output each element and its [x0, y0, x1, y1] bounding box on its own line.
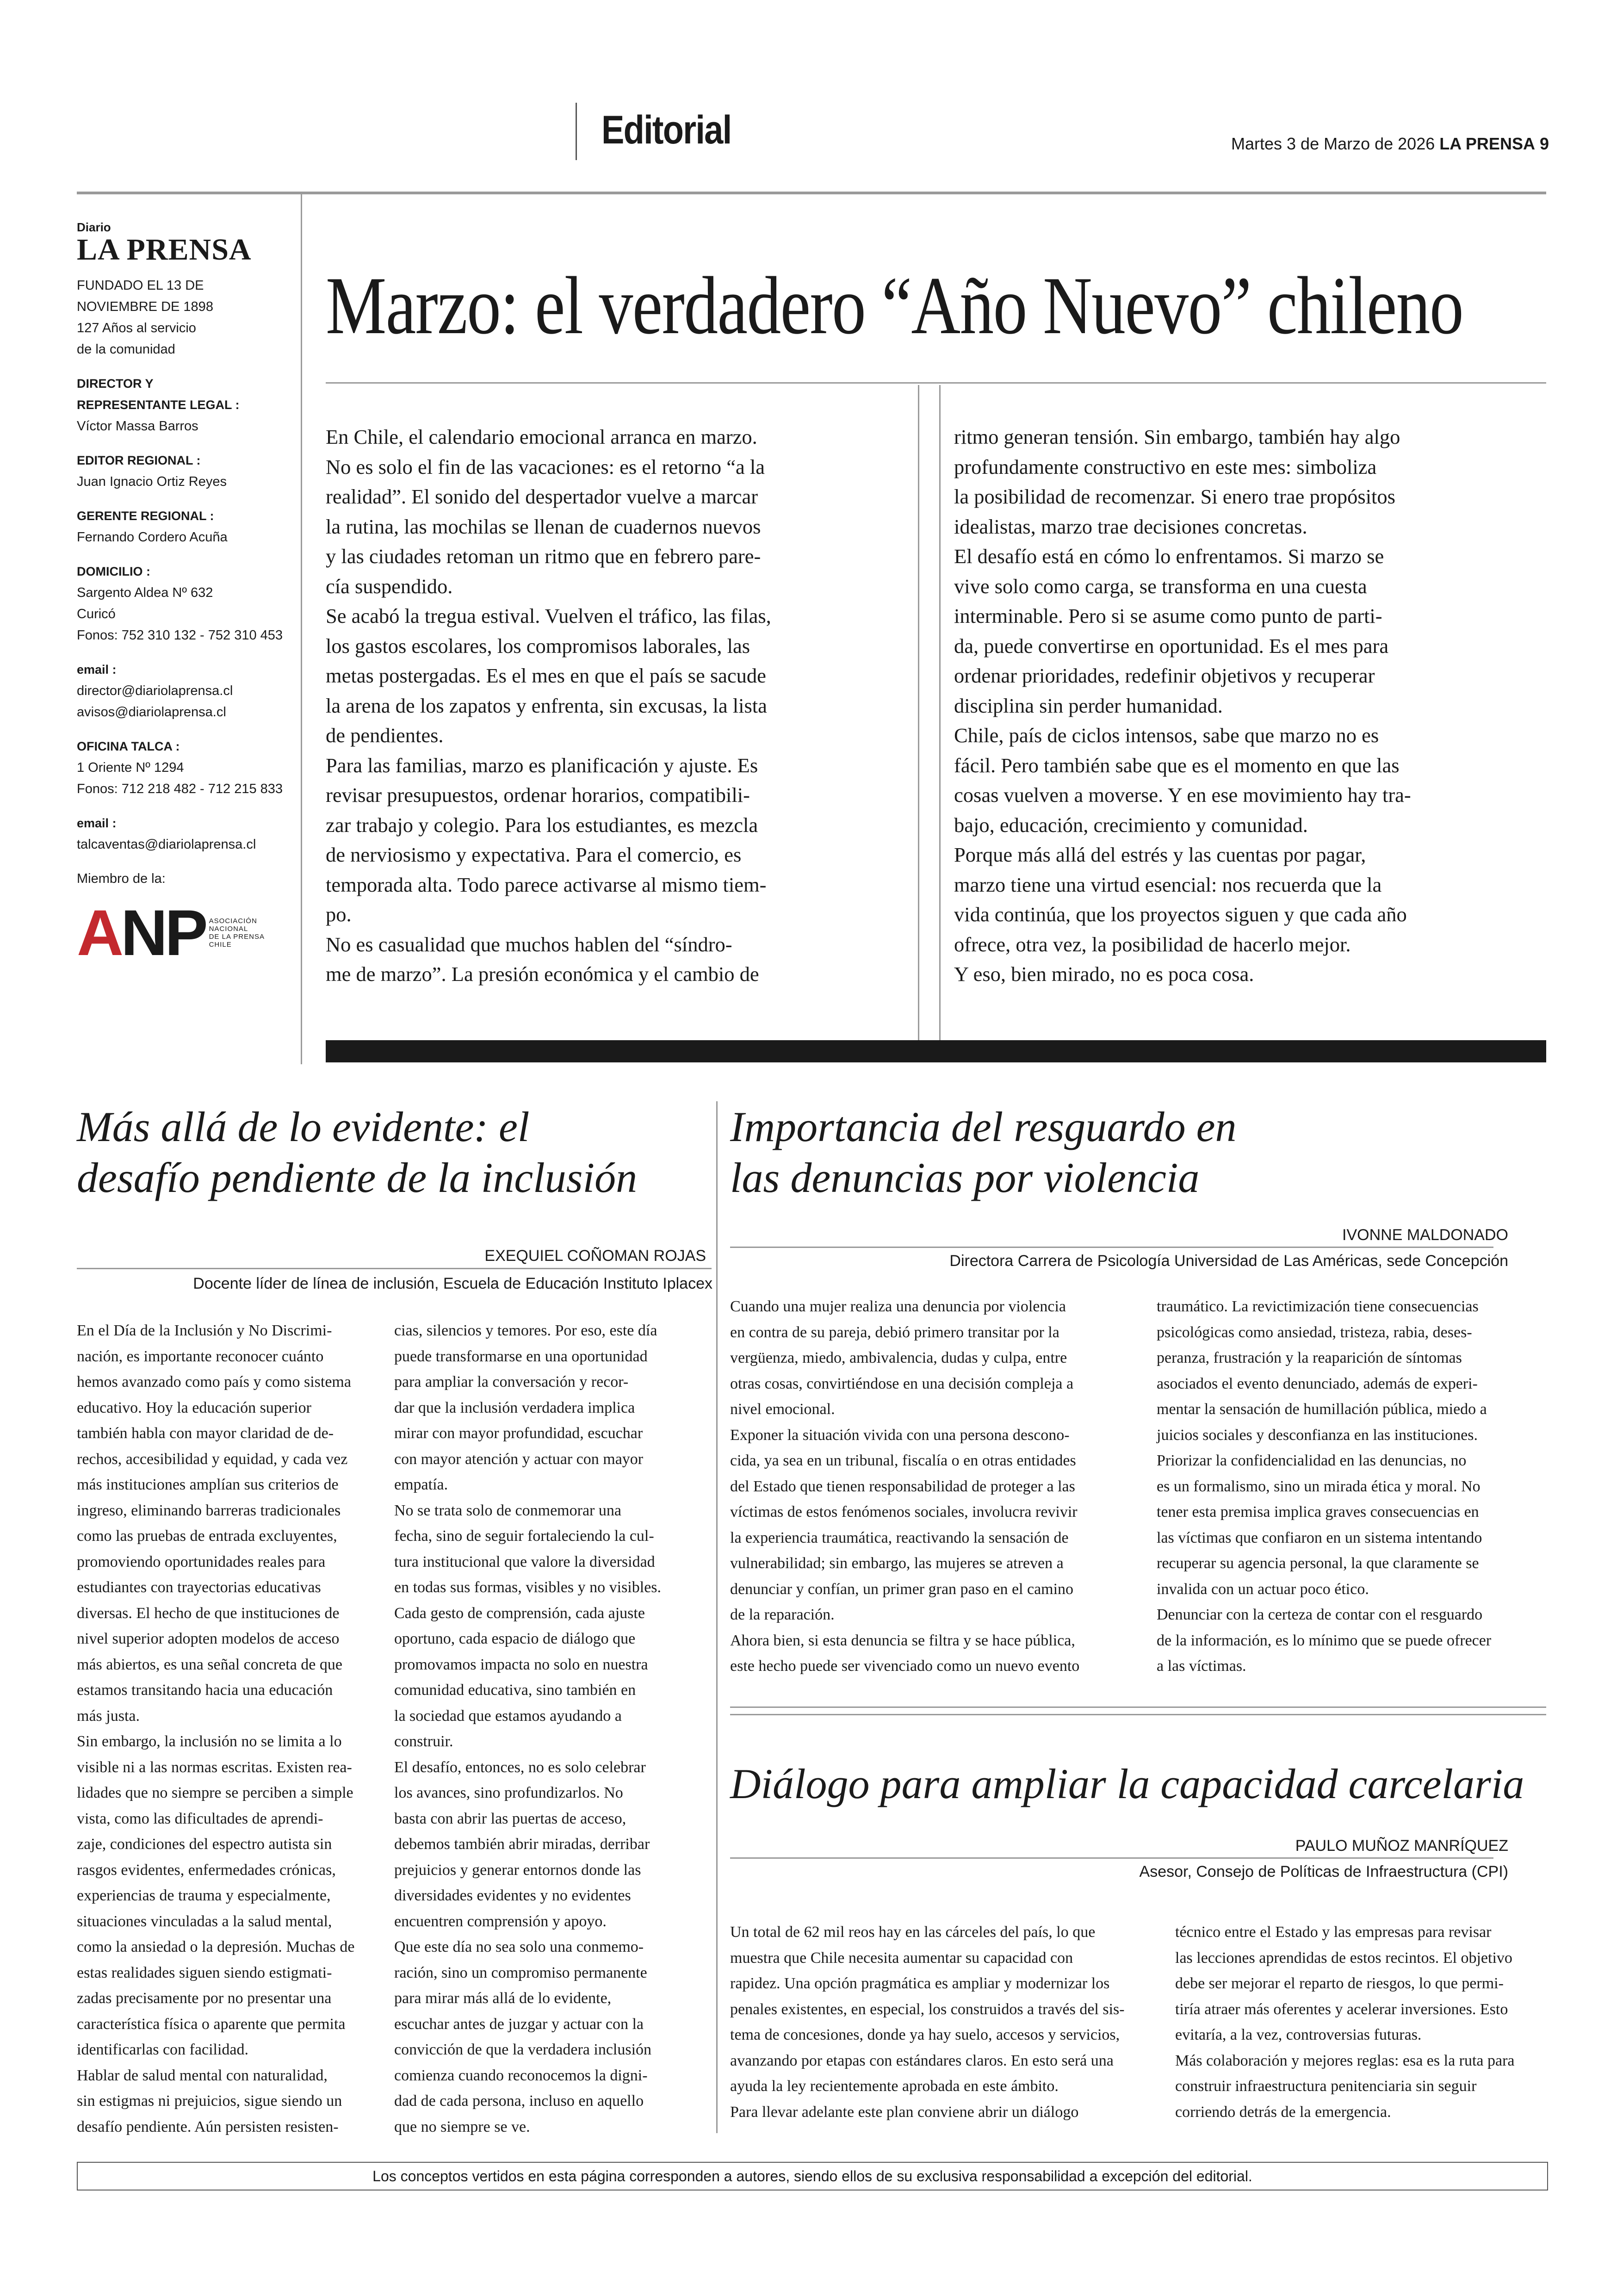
domicilio-label: DOMICILIO :	[77, 565, 150, 578]
article2-author: IVONNE MALDONADO	[1342, 1226, 1508, 1244]
text-line: la rutina, las mochilas se llenan de cuadernos nuevos	[326, 515, 761, 538]
text-line: debe ser mejorar el reparto de riesgos, lo que permi-	[1175, 1975, 1504, 1992]
text-line: avanzando por etapas con estándares claros. En esto será una	[730, 2052, 1114, 2069]
text-line: cida, ya sea en un tribunal, fiscalía o en otras entidades	[730, 1452, 1076, 1469]
text-line: Más colaboración y mejores reglas: esa es la ruta para	[1175, 2052, 1515, 2069]
editor-label: EDITOR REGIONAL :	[77, 453, 201, 467]
editorial-column-2	[954, 422, 1481, 989]
text-line: nivel emocional.	[730, 1401, 835, 1418]
anp-tagline-line: CHILE	[209, 941, 232, 949]
text-line: las víctimas que confiaron en un sistema intentando	[1157, 1529, 1482, 1546]
text-line: Un total de 62 mil reos hay en las cárceles del país, lo que	[730, 1924, 1096, 1941]
sidebar-divider	[301, 194, 302, 1064]
text-line: promoviendo oportunidades reales para	[77, 1553, 326, 1570]
text-line: penales existentes, en especial, los construidos a través del sis-	[730, 2000, 1125, 2018]
masthead-founded	[77, 275, 290, 360]
talca-line: Fonos: 712 218 482 - 712 215 833	[77, 782, 283, 796]
article1-column-1	[77, 1318, 373, 2140]
text-line: este hecho puede ser vivenciado como un nuevo evento	[730, 1657, 1080, 1675]
text-line: Sin embargo, la inclusión no se limita a lo	[77, 1733, 342, 1750]
text-line: convicción de que la verdadera inclusión	[394, 2041, 652, 2058]
text-line: traumático. La revictimización tiene consecuencias	[1157, 1298, 1479, 1315]
text-line: vergüenza, miedo, ambivalencia, dudas y culpa, entre	[730, 1349, 1067, 1366]
text-line: Y eso, bien mirado, no es poca cosa.	[954, 962, 1254, 986]
text-line: metas postergadas. Es el mes en que el país se sacude	[326, 664, 766, 687]
text-line: tiría atraer más oferentes y acelerar inversiones. Esto	[1175, 2000, 1508, 2018]
text-line: la sociedad que estamos ayudando a	[394, 1707, 622, 1725]
text-line: vista, como las dificultades de aprendi-	[77, 1810, 323, 1827]
masthead-talca	[77, 736, 290, 800]
article2-column-2	[1157, 1294, 1555, 1679]
director-label: DIRECTOR Y	[77, 377, 154, 391]
text-line: las lecciones aprendidas de estos recintos. El objetivo	[1175, 1949, 1512, 1967]
text-line: vida continúa, que los proyectos siguen y que cada año	[954, 903, 1407, 926]
text-line: situaciones vinculadas a la salud mental,	[77, 1912, 332, 1930]
header-divider	[576, 103, 577, 160]
masthead	[77, 220, 290, 969]
anp-letters	[77, 896, 205, 969]
article2-title-line: las denuncias por violencia	[730, 1154, 1200, 1201]
gerente-label: GERENTE REGIONAL :	[77, 509, 214, 523]
article3-column-2	[1175, 1919, 1555, 2125]
text-line: rechos, accesibilidad y equidad, y cada vez	[77, 1450, 348, 1468]
text-line: de la reparación.	[730, 1606, 835, 1623]
text-line: en contra de su pareja, debió primero transitar por la	[730, 1323, 1059, 1341]
text-line: diversidades evidentes y no evidentes	[394, 1887, 631, 1904]
text-line: me de marzo”. La presión económica y el cambio de	[326, 962, 759, 986]
text-line: zar trabajo y colegio. Para los estudiantes, es mezcla	[326, 813, 758, 837]
article3-role: Asesor, Consejo de Políticas de Infraestructura (CPI)	[1139, 1863, 1508, 1880]
text-line: psicológicas como ansiedad, tristeza, rabia, deses-	[1157, 1323, 1472, 1341]
text-line: más abiertos, es una señal concreta de que	[77, 1656, 342, 1673]
text-line: diversas. El hecho de que instituciones de	[77, 1604, 340, 1622]
text-line: es un formalismo, sino un mirada ética y moral. No	[1157, 1477, 1481, 1495]
domicilio-line: Sargento Aldea Nº 632	[77, 585, 213, 600]
email-link[interactable]: avisos@diariolaprensa.cl	[77, 705, 226, 720]
opinion-column-divider	[716, 1101, 718, 2133]
text-line: oportuno, cada espacio de diálogo que	[394, 1630, 636, 1647]
director-label: REPRESENTANTE LEGAL :	[77, 398, 240, 412]
text-line: estudiantes con trayectorias educativas	[77, 1579, 321, 1596]
text-line: promovamos impacta no solo en nuestra	[394, 1656, 648, 1673]
text-line: dad de cada persona, incluso en aquello	[394, 2092, 644, 2110]
text-line: rasgos evidentes, enfermedades crónicas,	[77, 1861, 336, 1879]
text-line: dar que la inclusión verdadera implica	[394, 1399, 635, 1416]
text-line: hemos avanzado como país y como sistema	[77, 1373, 351, 1390]
editorial-column-1	[326, 422, 853, 989]
article1-role: Docente líder de línea de inclusión, Escuela de Educación Instituto Iplacex	[193, 1275, 712, 1292]
text-line: escuchar antes de juzgar y actuar con la	[394, 2015, 644, 2033]
text-line: Que este día no sea solo una conmemo-	[394, 1938, 644, 1955]
text-line: cía suspendido.	[326, 574, 453, 598]
text-line: zaje, condiciones del espectro autista sin	[77, 1836, 332, 1853]
text-line: El desafío está en cómo lo enfrentamos. Si marzo se	[954, 545, 1384, 568]
page-number: 9	[1539, 134, 1549, 153]
text-line: ración, sino un compromiso permanente	[394, 1964, 647, 1981]
text-line: Chile, país de ciclos intensos, sabe que marzo no es	[954, 724, 1379, 747]
text-line: a las víctimas.	[1157, 1657, 1246, 1675]
domicilio-line: Fonos: 752 310 132 - 752 310 453	[77, 628, 283, 643]
text-line: encuentren comprensión y apoyo.	[394, 1912, 607, 1930]
text-line: con mayor atención y actuar con mayor	[394, 1450, 644, 1468]
text-line: que no siempre se ve.	[394, 2118, 530, 2135]
email-label: email :	[77, 663, 117, 676]
text-line: de pendientes.	[326, 724, 444, 747]
text-line: ofrece, otra vez, la posibilidad de hacerlo mejor.	[954, 932, 1351, 956]
text-line: evitaría, a la vez, controversias futuras.	[1175, 2026, 1422, 2043]
text-line: Exponer la situación vivida con una persona descono-	[730, 1426, 1070, 1444]
article2-byline-rule	[730, 1247, 1493, 1248]
text-line: El desafío, entonces, no es solo celebrar	[394, 1758, 646, 1776]
header-brand: LA PRENSA	[1439, 134, 1535, 153]
text-line: ritmo generan tensión. Sin embargo, también hay algo	[954, 425, 1400, 448]
text-line: de nerviosismo y expectativa. Para el comercio, es	[326, 843, 742, 866]
text-line: característica física o aparente que permita	[77, 2015, 346, 2033]
text-line: prejuicios y generar entornos donde las	[394, 1861, 641, 1879]
text-line: ordenar prioridades, redefinir objetivos y recuperar	[954, 664, 1375, 687]
article1-title	[77, 1101, 738, 1203]
text-line: recuperar su agencia personal, la que claramente se	[1157, 1555, 1479, 1572]
editorial-column-divider-2	[939, 385, 941, 1040]
text-line: Priorizar la confidencialidad en las denuncias, no	[1157, 1452, 1467, 1469]
text-line: profundamente constructivo en este mes: simboliza	[954, 455, 1377, 478]
text-line: juicios sociales y desconfianza en las instituciones.	[1157, 1426, 1478, 1444]
text-line: sin estigmas ni prejuicios, sigue siendo un	[77, 2092, 342, 2110]
text-line: también habla con mayor claridad de de-	[77, 1425, 334, 1442]
text-line: para mirar más allá de lo evidente,	[394, 1990, 612, 2007]
editorial-title-rule	[326, 382, 1546, 384]
text-line: nación, es importante reconocer cuánto	[77, 1347, 324, 1365]
text-line: como las pruebas de entrada excluyentes,	[77, 1527, 337, 1545]
masthead-diario: Diario	[77, 220, 111, 234]
text-line: idealistas, marzo trae decisiones concretas.	[954, 515, 1307, 538]
masthead-editor	[77, 450, 290, 492]
email-link[interactable]: director@diariolaprensa.cl	[77, 683, 233, 698]
text-line: En Chile, el calendario emocional arranca en marzo.	[326, 425, 757, 448]
article2-bottom-rule-1	[730, 1706, 1546, 1708]
section-label: Editorial	[601, 108, 731, 152]
text-line: para ampliar la conversación y recor-	[394, 1373, 629, 1390]
text-line: Denunciar con la certeza de contar con el resguardo	[1157, 1606, 1483, 1623]
text-line: rapidez. Una opción pragmática es ampliar y modernizar los	[730, 1975, 1110, 1992]
anp-tagline-line: NACIONAL	[209, 925, 248, 933]
text-line: revisar presupuestos, ordenar horarios, compatibili-	[326, 783, 750, 807]
text-line: tema de concesiones, donde ya hay suelo, accesos y servicios,	[730, 2026, 1120, 2043]
text-line: cias, silencios y temores. Por eso, este día	[394, 1322, 657, 1339]
text-line: No es solo el fin de las vacaciones: es el retorno “a la	[326, 455, 765, 478]
text-line: tura institucional que valore la diversidad	[394, 1553, 655, 1570]
issue-date: Martes 3 de Marzo de 2026	[1231, 134, 1435, 153]
article1-column-2	[394, 1318, 700, 2140]
text-line: estamos transitando hacia una educación	[77, 1682, 333, 1699]
text-line: disciplina sin perder humanidad.	[954, 694, 1223, 717]
text-line: muestra que Chile necesita aumentar su capacidad con	[730, 1949, 1073, 1967]
founded-line: de la comunidad	[77, 342, 175, 357]
article1-author: EXEQUIEL COÑOMAN ROJAS	[484, 1247, 706, 1265]
text-line: empatía.	[394, 1476, 448, 1493]
editorial-column-divider	[918, 385, 919, 1040]
text-line: temporada alta. Todo parece activarse al mismo tiem-	[326, 873, 767, 896]
article3-title: Diálogo para ampliar la capacidad carcelaria	[730, 1760, 1524, 1807]
text-line: En el Día de la Inclusión y No Discrimi-	[77, 1322, 332, 1339]
text-line: corriendo detrás de la emergencia.	[1175, 2103, 1391, 2121]
text-line: Para llevar adelante este plan conviene abrir un diálogo	[730, 2103, 1079, 2121]
anp-logo	[77, 896, 290, 969]
founded-line: NOVIEMBRE DE 1898	[77, 299, 213, 314]
footer-disclaimer: Los conceptos vertidos en esta página corresponden a autores, siendo ellos de su exclusiva responsabilidad a excepción del editorial.	[77, 2162, 1548, 2191]
anp-tagline-line: ASOCIACIÓN	[209, 917, 257, 925]
text-line: denunciar y confían, un primer gran paso en el camino	[730, 1580, 1074, 1598]
masthead-gerente	[77, 505, 290, 548]
text-line: del Estado que tienen responsabilidad de proteger a las	[730, 1477, 1075, 1495]
text-line: vulnerabilidad; sin embargo, las mujeres se atreven a	[730, 1555, 1064, 1572]
text-line: lidades que no siempre se perciben a simple	[77, 1784, 353, 1801]
text-line: vive solo como carga, se transforma en una cuesta	[954, 574, 1367, 598]
text-line: desafío pendiente. Aún persisten resisten-	[77, 2118, 339, 2135]
date-line	[1231, 134, 1549, 154]
text-line: mentar la sensación de humillación pública, miedo a	[1157, 1401, 1487, 1418]
text-line: Ahora bien, si esta denuncia se filtra y se hace pública,	[730, 1632, 1075, 1649]
founded-line: FUNDADO EL 13 DE	[77, 278, 204, 293]
article3-column-1	[730, 1919, 1165, 2125]
article2-column-1	[730, 1294, 1137, 1679]
anp-letter-a: A	[77, 896, 121, 969]
article2-bottom-rule-2	[730, 1714, 1546, 1715]
text-line: víctimas de estos fenómenos sociales, involucra revivir	[730, 1503, 1078, 1520]
text-line: invalida con un actuar poco ético.	[1157, 1580, 1369, 1598]
text-line: fecha, sino de seguir fortaleciendo la cul-	[394, 1527, 654, 1545]
email2-label: email :	[77, 816, 117, 830]
text-line: ingreso, eliminando barreras tradicionales	[77, 1502, 341, 1519]
text-line: la experiencia traumática, reactivando la sensación de	[730, 1529, 1069, 1546]
text-line: y las ciudades retoman un ritmo que en febrero pare-	[326, 545, 761, 568]
talca-label: OFICINA TALCA :	[77, 739, 180, 753]
text-line: la arena de los zapatos y enfrenta, sin excusas, la lista	[326, 694, 767, 717]
gerente-name: Fernando Cordero Acuña	[77, 530, 228, 545]
text-line: educativo. Hoy la educación superior	[77, 1399, 311, 1416]
masthead-email	[77, 659, 290, 723]
text-line: estas realidades siguen siendo estigmati-	[77, 1964, 332, 1981]
text-line: ayuda la ley recientemente aprobada en este ámbito.	[730, 2078, 1059, 2095]
text-line: Cada gesto de comprensión, cada ajuste	[394, 1604, 645, 1622]
text-line: nivel superior adopten modelos de acceso	[77, 1630, 340, 1647]
text-line: peranza, frustración y la reaparición de síntomas	[1157, 1349, 1462, 1366]
masthead-domicilio	[77, 561, 290, 646]
article1-byline-rule	[77, 1268, 712, 1269]
text-line: construir infraestructura penitenciaria sin seguir	[1175, 2078, 1477, 2095]
member-label: Miembro de la:	[77, 871, 166, 886]
text-line: Hablar de salud mental con naturalidad,	[77, 2066, 328, 2084]
text-line: en todas sus formas, visibles y no visibles.	[394, 1579, 662, 1596]
text-line: más instituciones amplían sus criterios de	[77, 1476, 339, 1493]
text-line: No es casualidad que muchos hablen del “síndro-	[326, 932, 732, 956]
text-line: fácil. Pero también sabe que es el momento en que las	[954, 753, 1400, 777]
article3-author: PAULO MUÑOZ MANRÍQUEZ	[1295, 1837, 1508, 1855]
text-line: otras cosas, convirtiéndose en una decisión compleja a	[730, 1375, 1074, 1392]
editorial-bottom-bar	[326, 1040, 1546, 1062]
text-line: da, puede convertirse en oportunidad. Es el mes para	[954, 634, 1389, 658]
director-name: Víctor Massa Barros	[77, 419, 198, 434]
text-line: realidad”. El sonido del despertador vuelve a marcar	[326, 485, 758, 508]
text-line: construir.	[394, 1733, 453, 1750]
text-line: de la información, es lo mínimo que se puede ofrecer	[1157, 1632, 1492, 1649]
article2-role: Directora Carrera de Psicología Universidad de Las Américas, sede Concepción	[949, 1252, 1508, 1270]
text-line: interminable. Pero si se asume como punto de parti-	[954, 604, 1382, 627]
text-line: cosas vuelven a moverse. Y en ese movimiento hay tra-	[954, 783, 1411, 807]
masthead-logo: LA PRENSA	[77, 233, 252, 267]
article2-title-line: Importancia del resguardo en	[730, 1103, 1237, 1150]
text-line: basta con abrir las puertas de acceso,	[394, 1810, 626, 1827]
anp-tagline	[209, 917, 265, 949]
text-line: técnico entre el Estado y las empresas para revisar	[1175, 1924, 1492, 1941]
editor-name: Juan Ignacio Ortiz Reyes	[77, 474, 227, 489]
header-rule	[77, 192, 1546, 194]
text-line: tener esta premisa implica graves consecuencias en	[1157, 1503, 1479, 1520]
text-line: visible ni a las normas escritas. Existen rea-	[77, 1758, 352, 1776]
text-line: Para las familias, marzo es planificación y ajuste. Es	[326, 753, 758, 777]
article3-byline-rule	[730, 1857, 1493, 1859]
text-line: Porque más allá del estrés y las cuentas por pagar,	[954, 843, 1366, 866]
article1-title-line: Más allá de lo evidente: el	[77, 1103, 530, 1150]
text-line: Cuando una mujer realiza una denuncia por violencia	[730, 1298, 1066, 1315]
text-line: experiencias de trauma y especialmente,	[77, 1887, 331, 1904]
text-line: debemos también abrir miradas, derribar	[394, 1836, 650, 1853]
anp-letters-np: NP	[121, 896, 205, 969]
text-line: comienza cuando reconocemos la digni-	[394, 2066, 648, 2084]
text-line: comunidad educativa, sino también en	[394, 1682, 636, 1699]
talca-line: 1 Oriente Nº 1294	[77, 760, 184, 775]
text-line: Se acabó la tregua estival. Vuelven el tráfico, las filas,	[326, 604, 771, 627]
text-line: puede transformarse en una oportunidad	[394, 1347, 648, 1365]
text-line: la posibilidad de recomenzar. Si enero trae propósitos	[954, 485, 1395, 508]
text-line: bajo, educación, crecimiento y comunidad.	[954, 813, 1308, 837]
anp-tagline-line: DE LA PRENSA	[209, 933, 265, 941]
text-line: po.	[326, 903, 352, 926]
text-line: más justa.	[77, 1707, 140, 1725]
editorial-title: Marzo: el verdadero “Año Nuevo” chileno	[326, 260, 1463, 351]
text-line: mirar con mayor profundidad, escuchar	[394, 1425, 643, 1442]
text-line: identificarlas con facilidad.	[77, 2041, 248, 2058]
domicilio-line: Curicó	[77, 607, 116, 621]
article1-title-line: desafío pendiente de la inclusión	[77, 1154, 638, 1201]
masthead-director	[77, 373, 290, 437]
text-line: marzo tiene una virtud esencial: nos recuerda que la	[954, 873, 1382, 896]
text-line: zadas precisamente por no presentar una	[77, 1990, 332, 2007]
text-line: No se trata solo de conmemorar una	[394, 1502, 621, 1519]
text-line: asociados el evento denunciado, además de experi-	[1157, 1375, 1478, 1392]
article2-title	[730, 1101, 1544, 1203]
founded-line: 127 Años al servicio	[77, 321, 196, 335]
email-link[interactable]: talcaventas@diariolaprensa.cl	[77, 837, 256, 852]
text-line: los gastos escolares, los compromisos laborales, las	[326, 634, 750, 658]
masthead-email2	[77, 813, 290, 855]
text-line: como la ansiedad o la depresión. Muchas de	[77, 1938, 355, 1955]
text-line: los avances, sino profundizarlos. No	[394, 1784, 623, 1801]
